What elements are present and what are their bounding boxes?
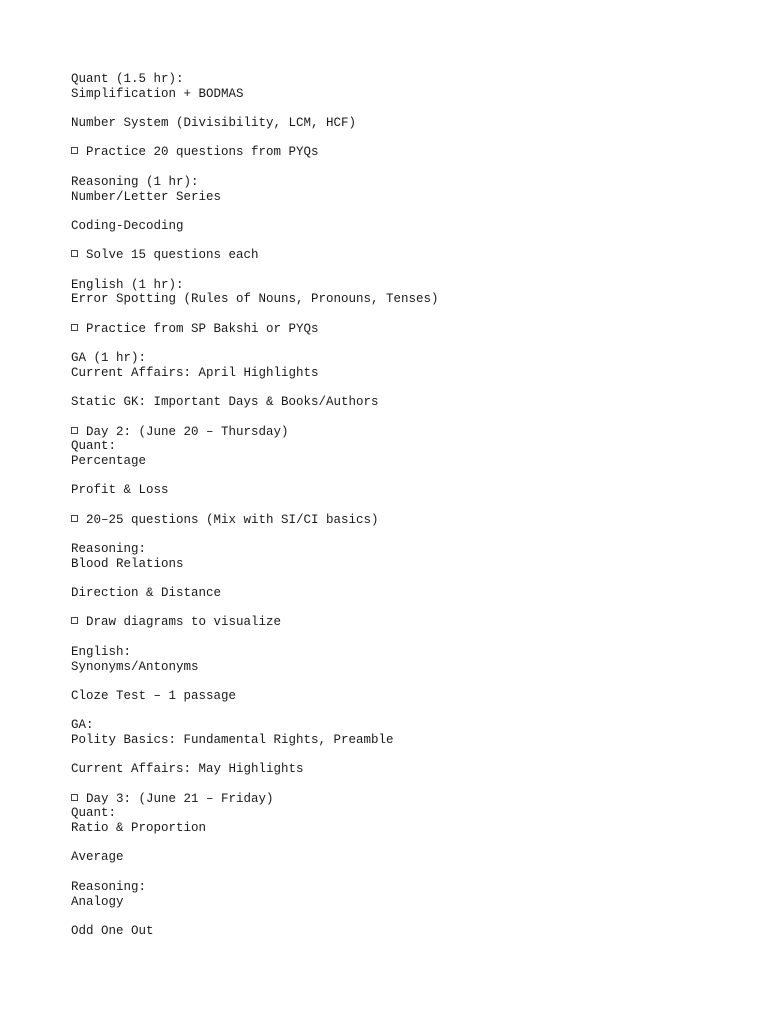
line-text: Day 3: (June 21 – Friday) [86,791,274,806]
line-text: Quant (1.5 hr): [71,72,184,86]
line-text: Odd One Out [71,923,154,938]
blank-line [71,263,751,278]
line-text: Draw diagrams to visualize [86,615,282,630]
line-text: GA: [71,718,94,733]
blank-line [71,204,751,219]
text-line [71,542,751,557]
line-text: Number System (Divisibility, LCM, HCF) [71,116,357,131]
blank-line [71,131,751,146]
text-line [71,439,751,454]
line-text: Coding-Decoding [71,218,184,233]
checklist-line [71,145,751,160]
checklist-line [71,615,751,630]
blank-line [71,836,751,851]
text-line [71,660,751,675]
text-line [71,718,751,733]
line-text: Quant: [71,439,117,454]
line-text: Current Affairs: April Highlights [71,365,319,380]
text-line [71,762,751,777]
checkbox-icon [71,147,78,154]
blank-line [71,101,751,116]
blank-line [71,307,751,322]
text-line [71,219,751,234]
line-text: Reasoning: [71,879,147,894]
blank-line [71,498,751,513]
checkbox-icon [71,250,78,257]
line-text: Direction & Distance [71,586,222,601]
blank-line [71,410,751,425]
blank-line [71,909,751,924]
checklist-line [71,248,751,263]
line-text: English: [71,644,132,659]
blank-line [71,527,751,542]
blank-line [71,234,751,249]
line-text: Practice from SP Bakshi or PYQs [86,321,319,336]
checklist-line [71,513,751,528]
line-text: Profit & Loss [71,483,169,498]
text-line [71,557,751,572]
blank-line [71,704,751,719]
blank-line [71,748,751,763]
text-line [71,454,751,469]
checkbox-icon [71,515,78,522]
checklist-line [71,425,751,440]
line-text: Simplification + BODMAS [71,86,244,101]
text-line [71,483,751,498]
line-text: Cloze Test – 1 passage [71,688,237,703]
line-text: Practice 20 questions from PYQs [86,145,319,160]
text-line [71,175,751,190]
text-line [71,351,751,366]
line-text: Reasoning (1 hr): [71,174,199,189]
document-body [71,72,751,939]
text-line [71,733,751,748]
line-text: Analogy [71,894,124,909]
blank-line [71,336,751,351]
text-line [71,880,751,895]
text-line [71,850,751,865]
checkbox-icon [71,427,78,434]
line-text: English (1 hr): [71,277,184,292]
text-line [71,292,751,307]
line-text: Quant: [71,806,117,821]
line-text: Reasoning: [71,542,147,556]
blank-line [71,380,751,395]
text-line [71,116,751,131]
line-text: Number/Letter Series [71,189,222,204]
text-line [71,806,751,821]
line-text: Current Affairs: May Highlights [71,762,304,777]
line-text: Error Spotting (Rules of Nouns, Pronouns, Tenses) [71,292,439,307]
blank-line [71,469,751,484]
text-line [71,895,751,910]
text-line [71,278,751,293]
line-text: Day 2: (June 20 – Thursday) [86,424,289,439]
text-line [71,395,751,410]
text-line [71,689,751,704]
text-line [71,190,751,205]
line-text: GA (1 hr): [71,351,147,366]
blank-line [71,865,751,880]
checklist-line [71,322,751,337]
checklist-line [71,792,751,807]
blank-line [71,601,751,616]
text-line [71,72,751,87]
checkbox-icon [71,617,78,624]
line-text: Blood Relations [71,556,184,571]
line-text: Ratio & Proportion [71,821,207,836]
checkbox-icon [71,794,78,801]
line-text: Polity Basics: Fundamental Rights, Preamble [71,732,394,747]
text-line [71,586,751,601]
text-line [71,87,751,102]
blank-line [71,777,751,792]
line-text: Average [71,850,124,865]
blank-line [71,674,751,689]
line-text: 20–25 questions (Mix with SI/CI basics) [86,512,379,527]
text-line [71,645,751,660]
line-text: Percentage [71,453,147,468]
text-line [71,821,751,836]
blank-line [71,160,751,175]
blank-line [71,630,751,645]
text-line [71,366,751,381]
line-text: Solve 15 questions each [86,248,259,263]
line-text: Static GK: Important Days & Books/Authors [71,395,379,410]
line-text: Synonyms/Antonyms [71,659,199,674]
blank-line [71,571,751,586]
text-line [71,924,751,939]
checkbox-icon [71,324,78,331]
